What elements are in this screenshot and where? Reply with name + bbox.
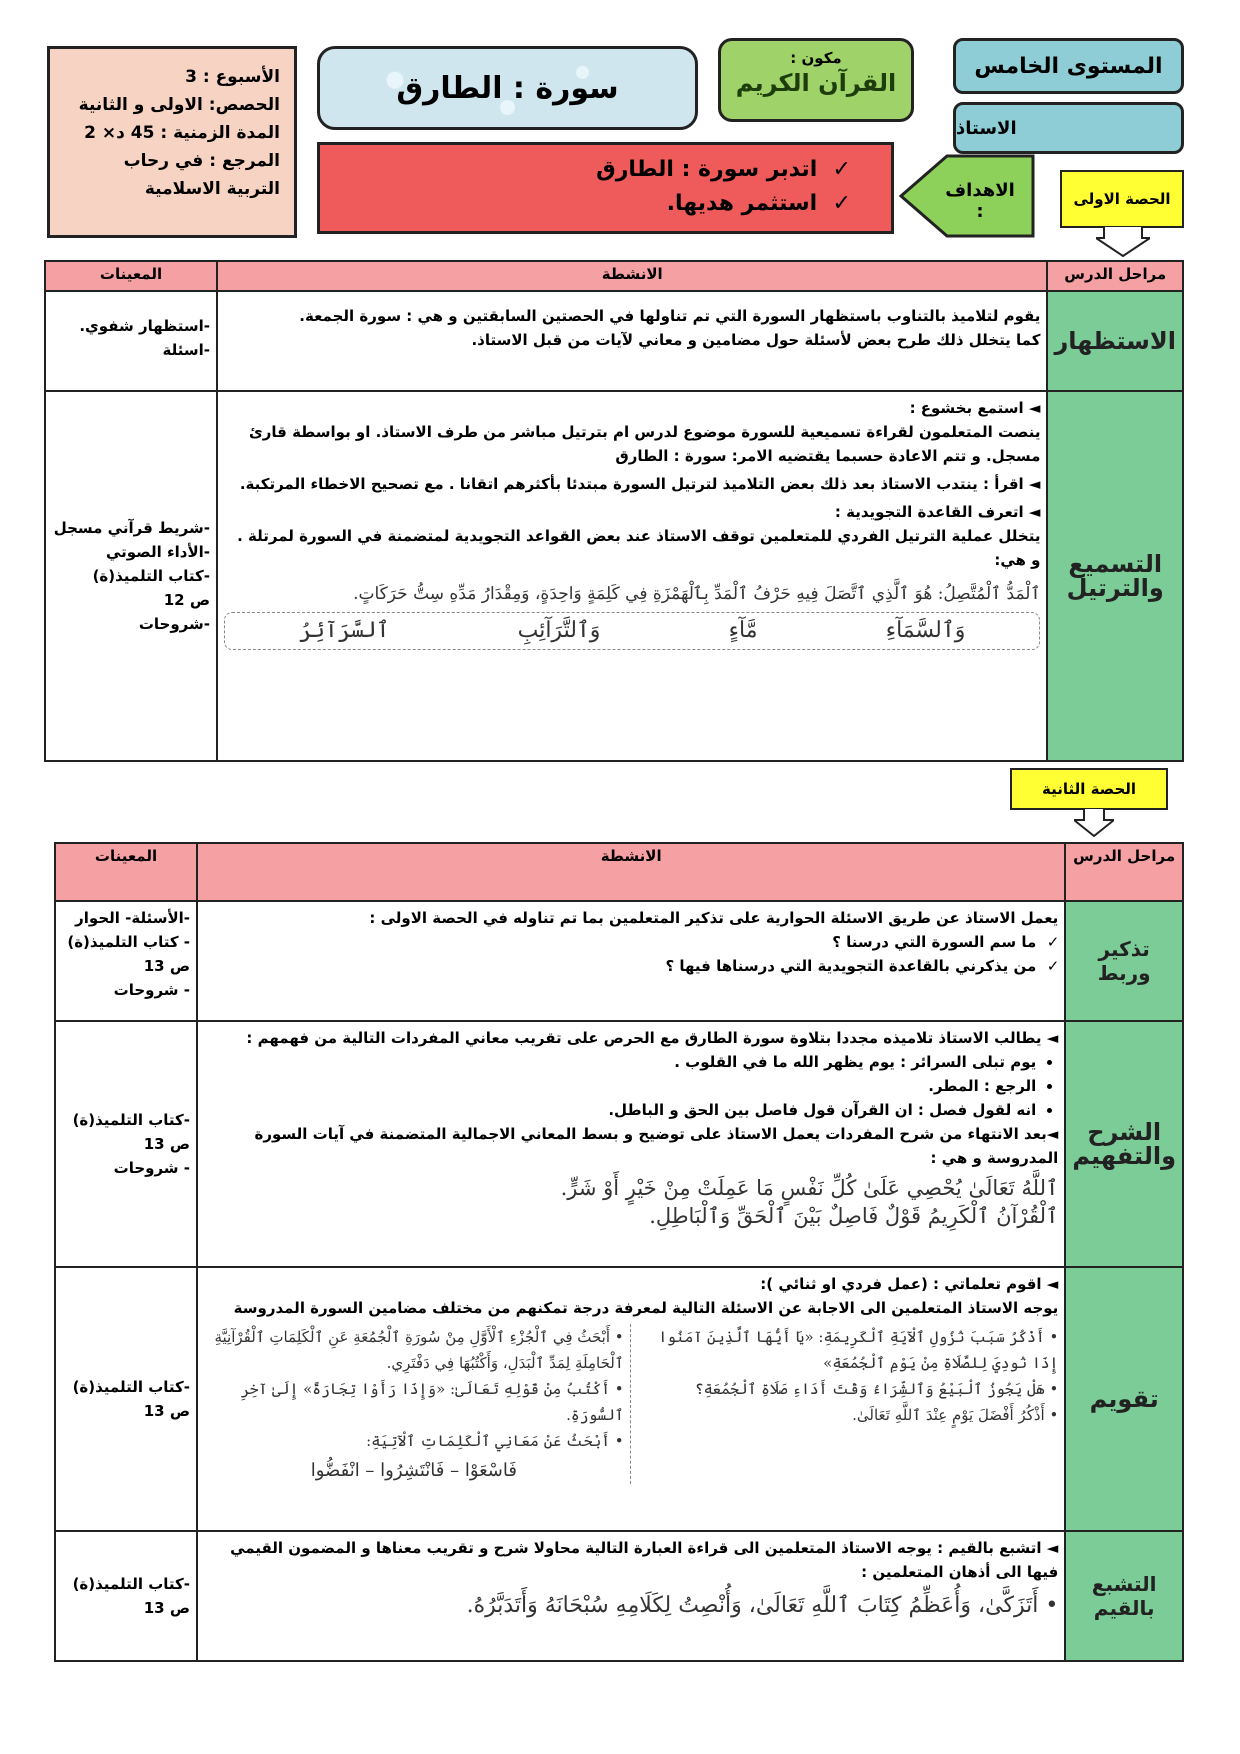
session2-label: الحصة الثانية xyxy=(1010,768,1168,810)
activity-line: كما يتخلل ذلك طرح بعض لأسئلة حول مضامين و معاني لآيات من قبل الاستاذ. xyxy=(471,331,1041,349)
exercise-question: • أَبْحَثُ فِي ٱلْجُزْءِ ٱلْأَوَّلِ مِنْ سُورَةِ ٱلْجُمُعَةِ عَنِ ٱلْكَلِمَاتِ ٱلْقُرْآنِيَّةِ ٱلْحَامِلَةِ لِمَدِّ ٱلْبَدَلِ، وَأَكْتُبُهَا فِي دَفْتَرِي. xyxy=(214,1328,624,1372)
resource-item: - شروحات xyxy=(113,981,190,999)
surah-title: سورة : الطارق xyxy=(317,46,698,130)
tajweed-rule: ٱلْمَدُّ ٱلْمُتَّصِلُ: هُوَ ٱلَّذِي ٱتَّصَلَ فِيهِ حَرْفُ ٱلْمَدِّ بِٱلْهَمْزَةِ فِي كَلِمَةٍ وَاحِدَةٍ، وَمِقْدَارُ مَدِّهِ سِتُّ حَرَكَاتٍ. xyxy=(353,584,1041,604)
vocab-item: • انه لقول فصل : ان القرآن قول فاصل بين الحق و الباطل. xyxy=(204,1098,1036,1122)
lesson-info xyxy=(47,46,297,238)
resources-cell xyxy=(55,1021,197,1267)
info-reference-2: التربية الاسلامية xyxy=(144,179,280,199)
exercise-columns xyxy=(204,1324,1058,1484)
activity-cell xyxy=(217,391,1047,761)
table-row xyxy=(45,391,1183,761)
activity-line: ينصت المتعلمون لقراءة تسميعية للسورة موضوع لدرس ام بترتيل مباشر من طرف الاستاذ. او بواسطة قارئ مسجل. و تتم الاعادة حسبما يقتضيه الامر: سورة : الطارق xyxy=(249,423,1041,465)
activity-cell xyxy=(197,1531,1065,1661)
goal-item: ✓ استثمر هديها. xyxy=(666,191,851,216)
goals-label: الاهداف : xyxy=(945,180,1015,222)
exercise-question: • هَلْ يَجُوزُ ٱلْبَيْعُ وَٱلشِّرَاءُ وَقْتَ أَدَاءِ صَلَاةِ ٱلْجُمُعَةِ؟ xyxy=(694,1380,1059,1398)
info-sessions: الحصص: الاولى و الثانية xyxy=(78,95,280,115)
vocab-item: • يوم تبلى السرائر : يوم يظهر الله ما في القلوب . xyxy=(204,1050,1036,1074)
exercise-question: • أَبْحَثُ عَنْ مَعَانِي ٱلْكَلِمَاتِ ٱلْآتِيَةِ: xyxy=(366,1432,624,1450)
resource-item: ص 13 xyxy=(143,1402,190,1420)
stage-evaluation: تقويم xyxy=(1065,1267,1183,1531)
level-box: المستوى الخامس xyxy=(953,38,1184,94)
activity-line: يتخلل عملية الترتيل الفردي للمتعلمين توقف الاستاذ عند بعض القواعد التجويدية لمتضمنة في السورة لمرتلة . و هي: xyxy=(237,527,1041,569)
resource-item: -الأداء الصوتي xyxy=(105,543,210,561)
component-box xyxy=(718,38,914,122)
stage-explanation: الشرح والتفهيم xyxy=(1065,1021,1183,1267)
activity-line: يوجه الاستاذ المتعلمين الى الاجابة عن الاسئلة التالية لمعرفة درجة تمكنهم من مختلف مضامين السورة المدروسة xyxy=(233,1299,1059,1317)
resources-cell xyxy=(55,1531,197,1661)
resource-item: - شروحات xyxy=(113,1159,190,1177)
session1-table xyxy=(44,260,1184,762)
activity-line: ◄ اتعرف القاعدة التجويدية : xyxy=(834,503,1041,521)
header-stage: مراحل الدرس xyxy=(1065,843,1183,901)
resource-item: -كتاب التلميذ(ة) xyxy=(72,1111,190,1129)
table-row xyxy=(55,1531,1183,1661)
activity-line: ◄ اقرأ : ينتدب الاستاذ بعد ذلك بعض التلاميذ لترتيل السورة مبتدئا بأكثرهم اتقانا . مع تصحيح الاخطاء المرتكبة. xyxy=(239,475,1041,493)
component-label: مكون : xyxy=(790,49,842,67)
resource-item: -كتاب التلميذ(ة) xyxy=(92,567,210,585)
activity-line: يعمل الاستاذ عن طريق الاسئلة الحوارية على تذكير المتعلمين بما تم تناوله في الحصة الاولى : xyxy=(369,909,1059,927)
example-word: مَّآءٍ xyxy=(728,618,758,643)
stage-values: التشبع بالقيم xyxy=(1065,1531,1183,1661)
resources-cell xyxy=(55,901,197,1021)
vocab-item: • الرجع : المطر. xyxy=(204,1074,1036,1098)
resource-item: ص 12 xyxy=(163,591,210,609)
activity-line: ◄ يطالب الاستاذ تلاميذه مجددا بتلاوة سورة الطارق مع الحرص على تقريب معاني المفردات التالية من فهمهم : xyxy=(246,1029,1059,1047)
resource-item: ص 13 xyxy=(143,957,190,975)
resource-item: ص 13 xyxy=(143,1599,190,1617)
resource-item: -كتاب التلميذ(ة) xyxy=(72,1575,190,1593)
component-title: القرآن الكريم xyxy=(735,69,897,97)
table-header xyxy=(55,843,1183,901)
question-item: ✓ من يذكرني بالقاعدة التجويدية التي درسناها فيها ؟ xyxy=(204,954,1036,978)
resource-item: - كتاب التلميذ(ة) xyxy=(67,933,190,951)
exercise-question: • أَكْتُبُ مِنْ قَوْلِهِ تَعَالَىٰ: «وَإِذَا رَأَوْا تِجَارَةً» إِلَىٰ آخِرِ ٱلسُّورَةِ. xyxy=(240,1380,624,1424)
info-duration: المدة الزمنية : 45 د× 2 xyxy=(84,123,280,143)
goal-item: ✓ اتدبر سورة : الطارق xyxy=(596,157,851,182)
table-row xyxy=(55,1267,1183,1531)
stage-recitation: الاستظهار xyxy=(1047,291,1183,391)
resource-item: -شريط قرآني مسجل xyxy=(53,519,210,537)
exercise-question: • أَذْكُرُ أَفْضَلَ يَوْمٍ عِنْدَ ٱللَّهِ تَعَالَىٰ. xyxy=(852,1406,1059,1424)
table-row xyxy=(45,291,1183,391)
session1-label: الحصة الاولى xyxy=(1060,170,1184,228)
example-word: ٱلسَّرَآئِرُ xyxy=(299,618,390,643)
example-word: وَٱلتَّرَآئِبِ xyxy=(517,618,601,643)
activity-line: ◄ استمع بخشوع : xyxy=(909,399,1041,417)
activity-line: ◄بعد الانتهاء من شرح المفردات يعمل الاستاذ على توضيح و بسط المعاني الاجمالية المتضمنة في آيات السورة المدروسة و هي : xyxy=(254,1125,1059,1167)
stage-review: تذكير وربط xyxy=(1065,901,1183,1021)
header-resources: المعينات xyxy=(55,843,197,901)
resource-item: -شروحات xyxy=(138,615,210,633)
exercise-left xyxy=(204,1324,631,1484)
activity-line: يقوم لتلاميذ بالتناوب باستظهار السورة التي تم تناولها في الحصتين السابقتين و هي : سورة الجمعة. xyxy=(299,307,1041,325)
exercise-words: فَاسْعَوْا – فَانْتَشِرُوا – انْفَضُّوا xyxy=(310,1460,517,1481)
header-activities: الانشطة xyxy=(217,261,1047,291)
goals-box xyxy=(317,142,894,234)
example-word: وَٱلسَّمَآءِ xyxy=(885,618,966,643)
values-quote: • أَتَزَكَّىٰ، وَأُعَظِّمُ كِتَابَ ٱللَّهِ تَعَالَىٰ، وَأُنْصِتُ لِكَلَامِهِ سُبْحَانَهُ وَأَتَدَبَّرُهُ. xyxy=(466,1593,1059,1618)
activity-line: ◄ اقوم تعلماتي : (عمل فردي او ثنائي ): xyxy=(760,1275,1059,1293)
resource-item: -اسئلة xyxy=(162,341,210,359)
session2-table xyxy=(54,842,1184,1662)
resource-item: ص 13 xyxy=(143,1135,190,1153)
table-row xyxy=(55,901,1183,1021)
info-reference: المرجع : في رحاب xyxy=(123,151,280,171)
meaning-quote: ٱللَّهُ تَعَالَىٰ يُحْصِي عَلَىٰ كُلِّ نَفْسٍ مَا عَمِلَتْ مِنْ خَيْرٍ أَوْ شَرٍّ. xyxy=(560,1176,1059,1200)
resource-item: -الأسئلة- الحوار xyxy=(75,909,190,927)
stage-listening: التسميع والترتيل xyxy=(1047,391,1183,761)
header-resources: المعينات xyxy=(45,261,217,291)
resources-cell xyxy=(45,291,217,391)
header-stage: مراحل الدرس xyxy=(1047,261,1183,291)
resource-item: -استظهار شفوي. xyxy=(79,317,210,335)
resource-item: -كتاب التلميذ(ة) xyxy=(72,1378,190,1396)
meaning-quote: ٱلْقُرْآنُ ٱلْكَرِيمُ قَوْلٌ فَاصِلٌ بَيْنَ ٱلْحَقِّ وَٱلْبَاطِلِ. xyxy=(649,1204,1059,1228)
session2-arrow xyxy=(1074,808,1114,838)
activity-cell xyxy=(197,901,1065,1021)
table-row xyxy=(55,1021,1183,1267)
activity-cell xyxy=(197,1267,1065,1531)
activity-cell xyxy=(217,291,1047,391)
resources-cell xyxy=(45,391,217,761)
question-item: ✓ ما سم السورة التي درسنا ؟ xyxy=(204,930,1036,954)
header-activities: الانشطة xyxy=(197,843,1065,901)
exercise-question: • أَذْكُرُ سَبَبَ نُزُولِ ٱلْآيَةِ ٱلْكَرِيمَةِ: «يَا أَيُّهَا ٱلَّذِينَ آمَنُوا إِذَا نُودِيَ لِلصَّلَاةِ مِنْ يَوْمِ ٱلْجُمُعَةِ» xyxy=(658,1328,1059,1372)
session1-arrow xyxy=(1096,226,1150,258)
activity-cell xyxy=(197,1021,1065,1267)
info-week: الأسبوع : 3 xyxy=(185,67,280,87)
resources-cell xyxy=(55,1267,197,1531)
teacher-box: الاستاذ xyxy=(953,102,1184,154)
table-header xyxy=(45,261,1183,291)
activity-line: ◄ اتشبع بالقيم : يوجه الاستاذ المتعلمين الى قراءة العبارة التالية محاولا شرح و تقريب معناها و المضمون القيمي فيها الى أذهان المتعلمين : xyxy=(230,1539,1059,1581)
exercise-right xyxy=(639,1324,1059,1484)
rule-examples xyxy=(224,612,1040,650)
